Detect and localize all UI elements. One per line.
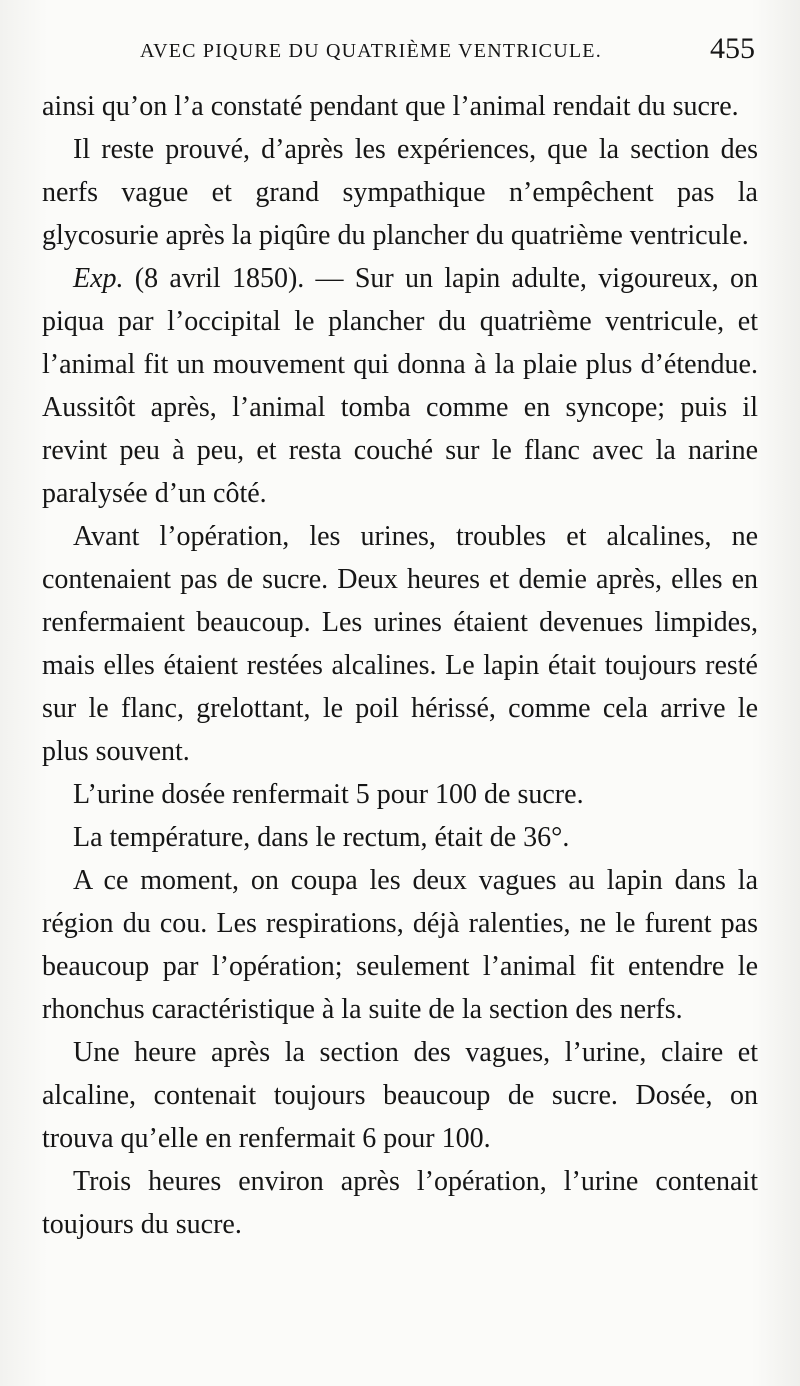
running-title: AVEC PIQURE DU QUATRIÈME VENTRICULE. bbox=[140, 40, 602, 62]
paragraph: Trois heures environ après l’opération, l’urine contenait toujours du sucre. bbox=[42, 1166, 758, 1240]
paragraph-experiment bbox=[42, 257, 758, 515]
experiment-label: Exp. bbox=[73, 263, 124, 294]
paragraph: ainsi qu’on l’a constaté pendant que l’animal rendait du sucre. bbox=[42, 91, 739, 122]
paragraph: L’urine dosée renfermait 5 pour 100 de sucre. bbox=[73, 779, 584, 810]
paragraph: Avant l’opération, les urines, troubles et alcalines, ne contenaient pas de sucre. Deux heures et demie après, elles en renfermaient beaucoup. Les urines étaient devenues limpides, mais elles étaient restées alcalines. Le lapin était toujours resté sur le flanc, grelottant, le poil hérissé, comme cela arrive le plus souvent. bbox=[42, 521, 758, 767]
running-head bbox=[132, 30, 757, 70]
body-text bbox=[42, 85, 758, 1246]
paragraph: A ce moment, on coupa les deux vagues au lapin dans la région du cou. Les respirations, déjà ralenties, ne le furent pas beaucoup par l’opération; seulement l’animal fit entendre le rhonchus caractéristique à la suite de la section des nerfs. bbox=[42, 865, 758, 1025]
paragraph: Une heure après la section des vagues, l’urine, claire et alcaline, contenait toujours beaucoup de sucre. Dosée, on trouva qu’elle en renfermait 6 pour 100. bbox=[42, 1037, 758, 1154]
page-number: 455 bbox=[710, 32, 755, 65]
paragraph: La température, dans le rectum, était de 36°. bbox=[73, 822, 570, 853]
paragraph: Il reste prouvé, d’après les expériences, que la section des nerfs vague et grand sympathique n’empêchent pas la glycosurie après la piqûre du plancher du quatrième ventricule. bbox=[42, 134, 758, 251]
paragraph-text: (8 avril 1850). — Sur un lapin adulte, vigoureux, on piqua par l’occipital le plancher du quatrième ventricule, et l’animal fit un mouvement qui donna à la plaie plus d’étendue. Aussitôt après, l’animal tomba comme en syncope; puis il revint peu à peu, et resta couché sur le flanc avec la narine paralysée d’un côté. bbox=[42, 263, 758, 509]
